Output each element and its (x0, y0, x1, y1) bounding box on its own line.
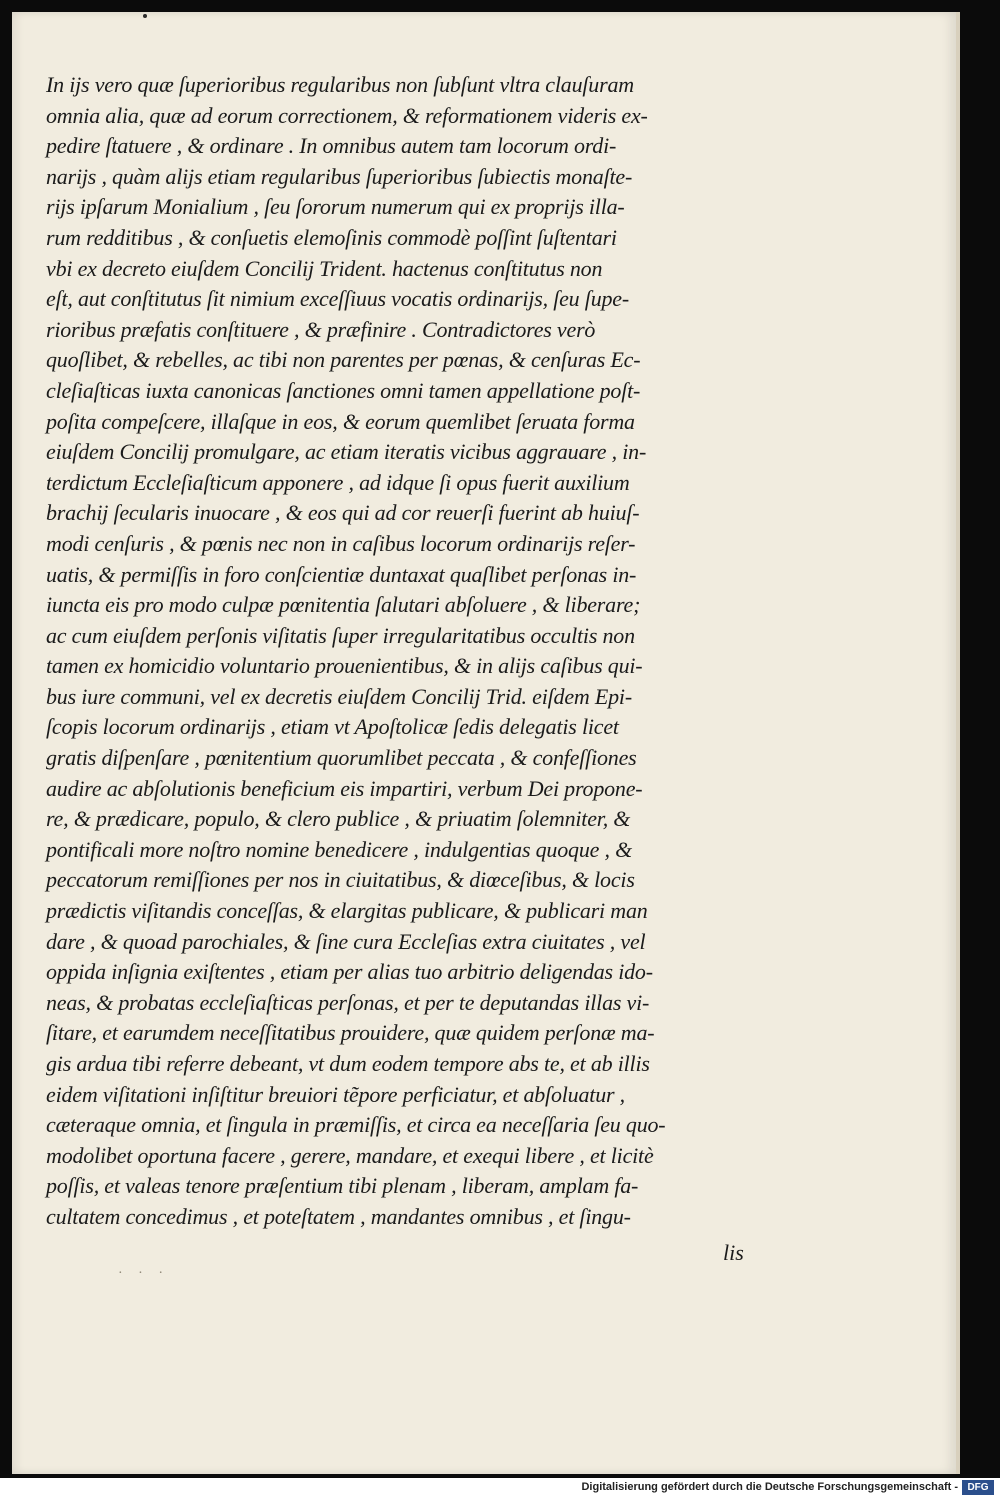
text-line: pontificali more noſtro nomine benedicere , indulgentias quoque , & (46, 836, 633, 862)
text-line: neas, & probatas eccleſiaſticas perſonas, et per te deputandas illas vi- (46, 989, 650, 1015)
text-line: cleſiaſticas iuxta canonicas ſanctiones omni tamen appellatione poſt- (46, 377, 641, 403)
text-line: quoſlibet, & rebelles, ac tibi non parentes per pœnas, & cenſuras Ec- (46, 347, 641, 373)
text-line: rum redditibus , & conſuetis elemoſinis commodè poſſint ſuſtentari (46, 224, 617, 250)
text-line: rijs ipſarum Monialium , ſeu ſororum numerum qui ex proprijs illa- (46, 194, 625, 220)
text-line: tamen ex homicidio voluntario prouenientibus, & in alijs caſibus qui- (46, 653, 643, 679)
text-line: ſcopis locorum ordinarijs , etiam vt Apoſtolicæ ſedis delegatis licet (46, 714, 619, 740)
ink-speck (143, 14, 147, 18)
text-line: re, & prædicare, populo, & clero publice , & priuatim ſolemniter, & (46, 806, 631, 832)
text-line: gratis diſpenſare , pœnitentium quorumlibet peccata , & confeſſiones (46, 745, 637, 771)
digitization-footer (0, 1478, 1000, 1498)
text-line: bus iure communi, vel ex decretis eiuſdem Concilij Trid. eiſdem Epi- (46, 683, 632, 709)
text-line: uatis, & permiſſis in foro conſcientiæ duntaxat quaſlibet perſonas in- (46, 561, 637, 587)
text-line: iuncta eis pro modo culpæ pœnitentia ſalutari abſoluere , & liberare; (46, 592, 641, 618)
text-line: In ijs vero quæ ſuperioribus regularibus non ſubſunt vltra clauſuram (46, 72, 634, 97)
text-line: narijs , quàm alijs etiam regularibus ſuperioribus ſubiectis monaſte- (46, 163, 633, 189)
text-line: modi cenſuris , & pœnis nec non in caſibus locorum ordinarijs reſer- (46, 530, 636, 556)
text-line: cæteraque omnia, et ſingula in præmiſſis, et circa ea neceſſaria ſeu quo- (46, 1112, 666, 1138)
text-line: gis ardua tibi referre debeant, vt dum eodem tempore abs te, et ab illis (46, 1051, 650, 1076)
text-line: eidem viſitationi inſiſtitur breuiori tẽpore perficiatur, et abſoluatur , (46, 1081, 625, 1107)
text-line: vbi ex decreto eiuſdem Concilij Trident. hactenus conſtitutus non (46, 255, 603, 281)
text-line: poſita compeſcere, illaſque in eos, & eorum quemlibet ſeruata forma (46, 408, 635, 434)
text-line: ſitare, et earumdem neceſſitatibus prouidere, quæ quidem perſonæ ma- (46, 1020, 655, 1046)
text-line: dare , & quoad parochiales, & ſine cura Eccleſias extra ciuitates , vel (46, 928, 646, 954)
page-edge (956, 12, 960, 1474)
text-line: ac cum eiuſdem perſonis viſitatis ſuper irregularitatibus occultis non (46, 622, 635, 648)
text-line: cultatem concedimus , et poteſtatem , mandantes omnibus , et ſingu- (46, 1203, 631, 1229)
page-marks: · · · (118, 1266, 169, 1281)
text-line: eiuſdem Concilij promulgare, ac etiam iteratis vicibus aggrauare , in- (46, 439, 647, 465)
text-line: eſt, aut conſtitutus ſit nimium exceſſiuus vocatis ordinarijs, ſeu ſupe- (46, 286, 629, 312)
footer-credit: Digitalisierung gefördert durch die Deutsche Forschungsgemeinschaft - (581, 1481, 958, 1493)
text-line: audire ac abſolutionis beneficium eis impartiri, verbum Dei propone- (46, 775, 643, 801)
text-line: oppida inſignia exiſtentes , etiam per alias tuo arbitrio deligendas ido- (46, 959, 653, 985)
dfg-logo: DFG (962, 1480, 994, 1495)
text-line: modolibet oportuna facere , gerere, mandare, et exequi libere , et licitè (46, 1142, 654, 1168)
text-line: peccatorum remiſſiones per nos in ciuitatibus, & diœceſibus, & locis (46, 867, 635, 893)
text-line: brachij ſecularis inuocare , & eos qui ad cor reuerſi fuerint ab huiuſ- (46, 500, 640, 526)
text-line: omnia alia, quæ ad eorum correctionem, & reformationem videris ex- (46, 102, 648, 128)
text-line: prædictis viſitandis conceſſas, & elargitas publicare, & publicari man (46, 898, 648, 924)
text-line: poſſis, et valeas tenore præſentium tibi plenam , liberam, amplam fa- (46, 1173, 639, 1199)
catchword: lis (723, 1240, 744, 1265)
body-text (46, 70, 786, 1233)
text-line: rioribus præfatis conſtituere , & præfinire . Contradictores verò (46, 316, 596, 342)
text-line: terdictum Eccleſiaſticum apponere , ad idque ſi opus fuerit auxilium (46, 469, 630, 495)
text-line: pedire ſtatuere , & ordinare . In omnibus autem tam locorum ordi- (46, 133, 617, 159)
